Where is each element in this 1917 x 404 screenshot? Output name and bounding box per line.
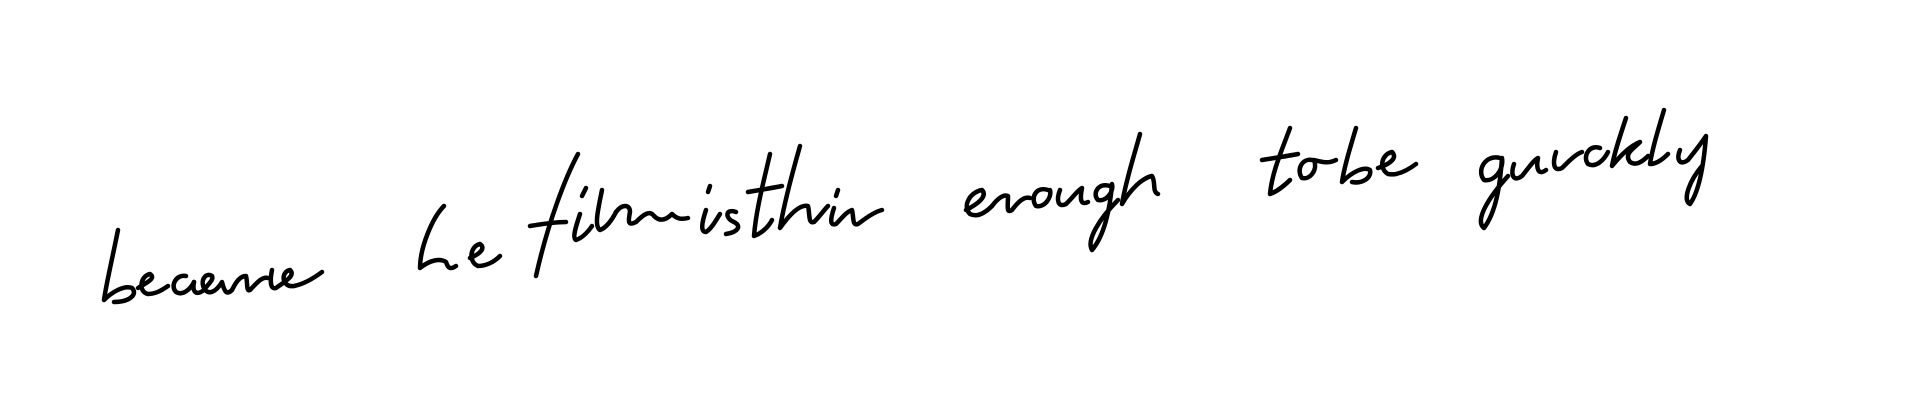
handwritten-word-enough — [966, 134, 1158, 250]
handwritten-word-because — [104, 230, 322, 302]
handwritten-word-be — [1342, 128, 1416, 182]
handwritten-word-is — [702, 186, 738, 234]
handwritten-word-film — [530, 154, 688, 276]
handwritten-word-he — [420, 206, 500, 268]
handwritten-word-thin — [748, 146, 882, 236]
handwritten-word-to — [1262, 128, 1336, 194]
handwritten-word-quickly — [1481, 110, 1706, 228]
